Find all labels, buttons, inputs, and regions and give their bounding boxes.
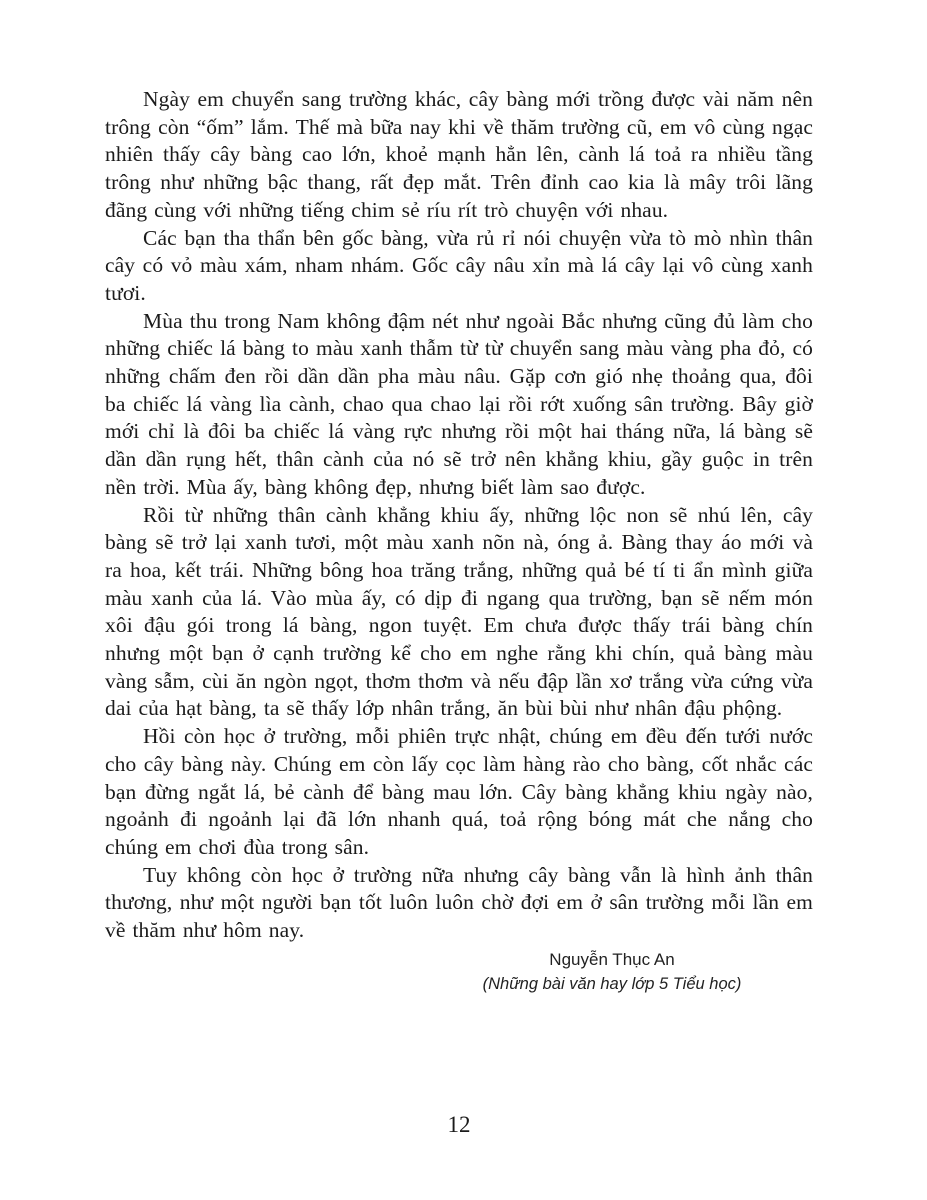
essay-paragraph-4: Rồi từ những thân cành khẳng khiu ấy, những lộc non sẽ nhú lên, cây bàng sẽ trở lại xanh tươi, một màu xanh nõn nà, óng ả. Bàng thay áo mới và ra hoa, kết trái. Những bông hoa trăng trắng, những quả bé tí ti ẩn mình giữa màu xanh của lá. Vào mùa ấy, có dịp đi ngang qua trường, bạn sẽ nếm món xôi đậu gói trong lá bàng, ngon tuyệt. Em chưa được thấy trái bàng chín nhưng một bạn ở cạnh trường kể cho em nghe rằng khi chín, quả bàng màu vàng sẫm, cùi ăn ngòn ngọt, thơm thơm và nếu đập lần xơ trắng vừa cứng vừa dai của hạt bàng, ta sẽ thấy lớp nhân trắng, ăn bùi bùi như nhân đậu phộng. <box>105 502 813 721</box>
signature-block <box>442 949 782 995</box>
essay-paragraph-6: Tuy không còn học ở trường nữa nhưng cây bàng vẫn là hình ảnh thân thương, như một người bạn tốt luôn luôn chờ đợi em ở sân trường mỗi lần em về thăm như hôm nay. <box>105 862 813 943</box>
essay-paragraph-3: Mùa thu trong Nam không đậm nét như ngoài Bắc nhưng cũng đủ làm cho những chiếc lá bàng to màu xanh thẫm từ từ chuyển sang màu vàng pha đỏ, có những chấm đen rồi dần dần pha màu nâu. Gặp cơn gió nhẹ thoảng qua, đôi ba chiếc lá vàng lìa cành, chao qua chao lại rồi rớt xuống sân trường. Bây giờ mới chỉ là đôi ba chiếc lá vàng rực nhưng rồi một hai tháng nữa, lá bàng sẽ dần dần rụng hết, thân cành của nó sẽ trở nên khẳng khiu, gầy guộc in trên nền trời. Mùa ấy, bàng không đẹp, nhưng biết làm sao được. <box>105 308 813 499</box>
essay-paragraph-5: Hồi còn học ở trường, mỗi phiên trực nhật, chúng em đều đến tưới nước cho cây bàng này. Chúng em còn lấy cọc làm hàng rào cho bàng, cốt nhắc các bạn đừng ngắt lá, bẻ cành để bàng mau lớn. Cây bàng khẳng khiu ngày nào, ngoảnh đi ngoảnh lại đã lớn nhanh quá, toả rộng bóng mát che nắng cho chúng em chơi đùa trong sân. <box>105 724 813 859</box>
author-name: Nguyễn Thục An <box>549 949 675 969</box>
essay-body <box>105 86 813 995</box>
page-number: 12 <box>447 1112 471 1137</box>
essay-paragraph-1: Ngày em chuyển sang trường khác, cây bàng mới trồng được vài năm nên trông còn “ốm” lắm. Thế mà bữa nay khi về thăm trường cũ, em vô cùng ngạc nhiên thấy cây bàng cao lớn, khoẻ mạnh hẳn lên, cành lá toả ra nhiều tầng trông như những bậc thang, rất đẹp mắt. Trên đỉnh cao kia là mây trôi lãng đãng cùng với những tiếng chim sẻ ríu rít trò chuyện với nhau. <box>105 87 813 222</box>
essay-paragraph-2: Các bạn tha thẩn bên gốc bàng, vừa rủ rỉ nói chuyện vừa tò mò nhìn thân cây có vỏ màu xám, nham nhám. Gốc cây nâu xỉn mà lá cây lại vô cùng xanh tươi. <box>105 225 813 305</box>
source-title: (Những bài văn hay lớp 5 Tiểu học) <box>482 974 742 993</box>
